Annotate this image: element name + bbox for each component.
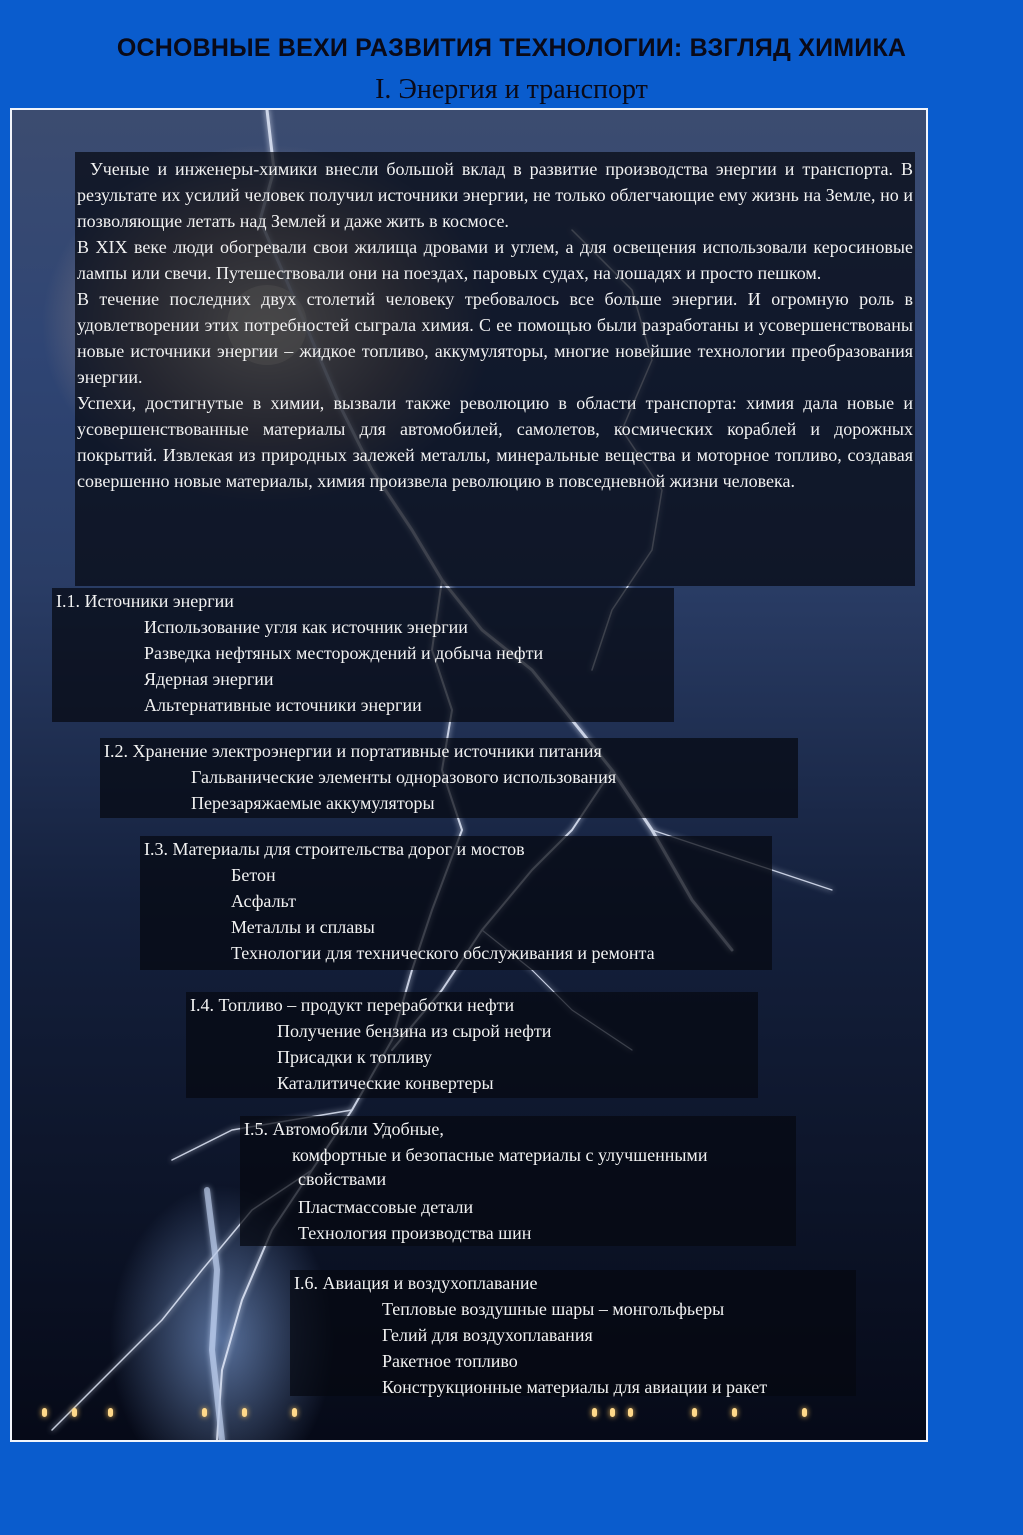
section-item: Ракетное топливо [382,1351,518,1371]
section-item: Тепловые воздушные шары – монгольфьеры [382,1299,725,1319]
intro-text-panel [75,152,915,586]
section-item: Разведка нефтяных месторождений и добыча нефти [144,643,544,663]
section-item: Альтернативные источники энергии [144,695,422,715]
section-item: Конструкционные материалы для авиации и ракет [382,1377,768,1397]
section-title: I.4. Топливо – продукт переработки нефти [190,995,515,1015]
section-item: Присадки к топливу [277,1047,432,1067]
section-automobiles [240,1116,796,1246]
poster-subtitle: I. Энергия и транспорт [375,74,648,105]
section-item: Пластмассовые детали [298,1197,474,1217]
section-aviation [290,1270,856,1396]
section-title: I.1. Источники энергии [56,591,234,611]
section-item: свойствами [298,1169,387,1189]
section-item: Гелий для воздухоплавания [382,1325,593,1345]
section-item: Технология производства шин [298,1223,532,1243]
section-item: Технологии для технического обслуживания и ремонта [231,943,655,963]
section-item: Гальванические элементы одноразового использования [191,767,617,787]
lightning-photo-frame [10,108,928,1442]
intro-paragraph: В течение последних двух столетий человеку требовалось все больше энергии. И огромную роль в удовлетворении этих потребностей сыграла химия. С ее помощью были разработаны и усовершенствованы новые источники энергии – жидкое топливо, аккумуляторы, многие новейшие технологии преобразования энергии. [77,289,913,387]
section-item: Использование угля как источник энергии [144,617,468,637]
section-energy-sources [52,588,674,722]
intro-paragraph: Ученые и инженеры-химики внесли большой вклад в развитие производства энергии и транспорта. В результате их усилий человек получил источники энергии, не только облегчающие ему жизнь на Земле, но и позволяющие летать над Землей и даже жить в космосе. [77,159,913,231]
section-energy-storage [100,738,798,818]
section-item: Ядерная энергии [144,669,274,689]
section-title: I.5. Автомобили Удобные, [244,1119,444,1139]
section-item: Металлы и сплавы [231,917,375,937]
section-title: I.2. Хранение электроэнергии и портативные источники питания [104,741,602,761]
intro-paragraph: В XIX веке люди обогревали свои жилища дровами и углем, а для освещения использовали керосиновые лампы или свечи. Путешествовали они на поездах, паровых судах, на лошадях и просто пешком. [77,237,913,283]
section-item: Получение бензина из сырой нефти [277,1021,552,1041]
intro-paragraph: Успехи, достигнутые в химии, вызвали также революцию в области транспорта: химия дала новые и усовершенствованные материалы для автомобилей, самолетов, космических кораблей и дорожных покрытий. Извлекая из природных залежей металлы, минеральные вещества и моторное топливо, создавая совершенно новые материалы, химия произвела революцию в повседневной жизни человека. [77,393,913,491]
section-item: Асфальт [231,891,296,911]
poster-title: ОСНОВНЫЕ ВЕХИ РАЗВИТИЯ ТЕХНОЛОГИИ: ВЗГЛЯД ХИМИКА [116,34,907,62]
section-fuel [186,992,758,1098]
section-item: комфортные и безопасные материалы с улучшенными [292,1145,708,1165]
section-item: Перезаряжаемые аккумуляторы [191,793,435,813]
section-road-materials [140,836,772,970]
city-lights [12,1408,926,1428]
section-title: I.3. Материалы для строительства дорог и мостов [144,839,525,859]
section-title: I.6. Авиация и воздухоплавание [294,1273,538,1293]
section-item: Каталитические конвертеры [277,1073,494,1093]
section-item: Бетон [231,865,276,885]
